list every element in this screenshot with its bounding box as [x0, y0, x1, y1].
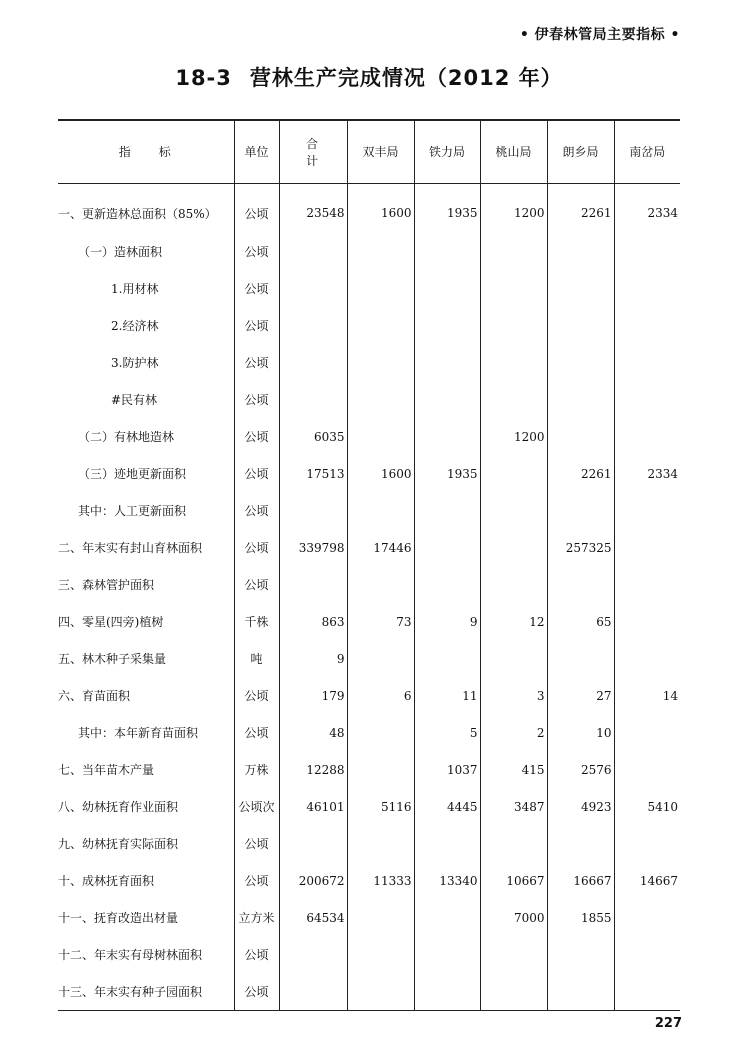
column-header-indicator: 指标: [58, 120, 234, 183]
unit-cell: 公顷: [234, 270, 279, 307]
value-cell: [547, 418, 614, 455]
table-row: [58, 307, 680, 344]
indicator-label: 八、幼林抚育作业面积: [58, 800, 179, 814]
value-cell: [480, 344, 547, 381]
unit-cell: 立方米: [234, 899, 279, 936]
table-row: [58, 492, 680, 529]
value-cell: [614, 233, 680, 270]
value-cell: [547, 344, 614, 381]
value-cell: [347, 566, 414, 603]
value-cell: [547, 825, 614, 862]
indicator-label: 十、成林抚育面积: [58, 874, 155, 888]
indicator-cell: [58, 973, 234, 1010]
table-number: 18-3: [175, 66, 232, 90]
value-cell: [414, 381, 480, 418]
value-cell: [480, 529, 547, 566]
value-cell: [547, 566, 614, 603]
value-cell: 6: [347, 677, 414, 714]
value-cell: [547, 936, 614, 973]
value-cell: 257325: [547, 529, 614, 566]
indicator-label: 1.用材林: [111, 282, 159, 296]
table-row: [58, 455, 680, 492]
value-cell: 12288: [279, 751, 347, 788]
value-cell: [614, 307, 680, 344]
value-cell: [480, 936, 547, 973]
page-title: [0, 62, 738, 92]
value-cell: [414, 640, 480, 677]
value-cell: [614, 492, 680, 529]
value-cell: [414, 307, 480, 344]
table-row: [58, 233, 680, 270]
unit-cell: 公顷次: [234, 788, 279, 825]
unit-cell: 吨: [234, 640, 279, 677]
value-cell: [347, 233, 414, 270]
indicator-label: 3.防护林: [111, 356, 159, 370]
value-cell: [614, 936, 680, 973]
value-cell: [347, 973, 414, 1010]
value-cell: 1855: [547, 899, 614, 936]
value-cell: 27: [547, 677, 614, 714]
table-title: 营林生产完成情况（2012 年）: [249, 66, 563, 90]
value-cell: [614, 270, 680, 307]
value-cell: [279, 825, 347, 862]
value-cell: [414, 825, 480, 862]
value-cell: [547, 233, 614, 270]
value-cell: 5410: [614, 788, 680, 825]
unit-cell: 公顷: [234, 973, 279, 1010]
value-cell: [614, 381, 680, 418]
unit-cell: 公顷: [234, 492, 279, 529]
value-cell: [547, 492, 614, 529]
unit-cell: 公顷: [234, 381, 279, 418]
value-cell: 6035: [279, 418, 347, 455]
value-cell: 179: [279, 677, 347, 714]
indicator-cell: [58, 751, 234, 788]
indicator-label: （二）有林地造林: [78, 430, 175, 444]
value-cell: 415: [480, 751, 547, 788]
value-cell: [279, 973, 347, 1010]
table-row: [58, 973, 680, 1010]
value-cell: [480, 640, 547, 677]
indicator-cell: [58, 825, 234, 862]
value-cell: [347, 825, 414, 862]
value-cell: 1600: [347, 455, 414, 492]
value-cell: 2334: [614, 455, 680, 492]
value-cell: 13340: [414, 862, 480, 899]
value-cell: [480, 973, 547, 1010]
indicator-label: 2.经济林: [111, 319, 159, 333]
value-cell: 5116: [347, 788, 414, 825]
indicator-label: 一、更新造林总面积（85%）: [58, 206, 217, 221]
value-cell: [279, 344, 347, 381]
value-cell: [347, 714, 414, 751]
value-cell: [279, 233, 347, 270]
value-cell: [279, 270, 347, 307]
indicator-cell: [58, 603, 234, 640]
indicator-cell: [58, 529, 234, 566]
value-cell: [480, 233, 547, 270]
value-cell: [547, 640, 614, 677]
unit-cell: 公顷: [234, 936, 279, 973]
unit-cell: 公顷: [234, 677, 279, 714]
value-cell: 1037: [414, 751, 480, 788]
value-cell: [614, 899, 680, 936]
value-cell: 863: [279, 603, 347, 640]
table-row: [58, 603, 680, 640]
value-cell: [614, 751, 680, 788]
table-row: [58, 936, 680, 973]
value-cell: 10: [547, 714, 614, 751]
value-cell: [480, 825, 547, 862]
unit-cell: 公顷: [234, 418, 279, 455]
indicator-cell: [58, 183, 234, 233]
value-cell: [414, 344, 480, 381]
value-cell: [614, 344, 680, 381]
table-row: [58, 751, 680, 788]
indicator-cell: [58, 566, 234, 603]
unit-cell: 公顷: [234, 529, 279, 566]
indicator-label: （三）迹地更新面积: [78, 467, 187, 481]
value-cell: 7000: [480, 899, 547, 936]
column-header-tieli: 铁力局: [414, 120, 480, 183]
indicator-cell: [58, 270, 234, 307]
value-cell: 2261: [547, 455, 614, 492]
table-row: [58, 529, 680, 566]
value-cell: 14667: [614, 862, 680, 899]
value-cell: [347, 270, 414, 307]
value-cell: [347, 381, 414, 418]
running-header: • 伊春林管局主要指标 •: [519, 27, 680, 43]
table-row: [58, 566, 680, 603]
value-cell: 1935: [414, 183, 480, 233]
value-cell: [279, 492, 347, 529]
unit-cell: 公顷: [234, 714, 279, 751]
column-header-total: 合计: [279, 120, 347, 183]
value-cell: [279, 307, 347, 344]
value-cell: [347, 344, 414, 381]
indicator-label: 十二、年末实有母树林面积: [58, 948, 203, 962]
value-cell: [414, 270, 480, 307]
value-cell: 73: [347, 603, 414, 640]
value-cell: 9: [414, 603, 480, 640]
value-cell: [414, 899, 480, 936]
table-row: [58, 825, 680, 862]
value-cell: [614, 603, 680, 640]
unit-cell: 公顷: [234, 566, 279, 603]
table-row: [58, 270, 680, 307]
value-cell: [347, 751, 414, 788]
value-cell: [279, 936, 347, 973]
value-cell: 1600: [347, 183, 414, 233]
indicator-label: 六、育苗面积: [58, 689, 131, 703]
table-row: [58, 788, 680, 825]
table-row: [58, 418, 680, 455]
table-row: [58, 862, 680, 899]
indicator-cell: [58, 418, 234, 455]
value-cell: [480, 566, 547, 603]
indicator-label: #民有林: [111, 393, 158, 407]
indicator-cell: [58, 936, 234, 973]
unit-cell: 公顷: [234, 233, 279, 270]
table-row: [58, 899, 680, 936]
value-cell: 14: [614, 677, 680, 714]
value-cell: [414, 529, 480, 566]
value-cell: 48: [279, 714, 347, 751]
value-cell: 11333: [347, 862, 414, 899]
value-cell: 17446: [347, 529, 414, 566]
value-cell: 3487: [480, 788, 547, 825]
value-cell: [347, 936, 414, 973]
value-cell: 5: [414, 714, 480, 751]
unit-cell: 公顷: [234, 455, 279, 492]
table-row: [58, 677, 680, 714]
indicator-cell: [58, 381, 234, 418]
forestry-production-table: [58, 119, 680, 1011]
value-cell: 2334: [614, 183, 680, 233]
value-cell: [414, 936, 480, 973]
value-cell: [614, 640, 680, 677]
value-cell: [279, 566, 347, 603]
value-cell: 3: [480, 677, 547, 714]
indicator-cell: [58, 307, 234, 344]
indicator-label: 其中：人工更新面积: [78, 504, 187, 518]
column-header-unit: 单位: [234, 120, 279, 183]
header-row: [58, 120, 680, 183]
value-cell: [614, 714, 680, 751]
table-row: [58, 714, 680, 751]
value-cell: 65: [547, 603, 614, 640]
indicator-cell: [58, 233, 234, 270]
value-cell: [347, 640, 414, 677]
value-cell: 1935: [414, 455, 480, 492]
value-cell: [547, 973, 614, 1010]
indicator-cell: [58, 492, 234, 529]
table-row: [58, 640, 680, 677]
value-cell: [347, 492, 414, 529]
value-cell: 339798: [279, 529, 347, 566]
table-row: [58, 344, 680, 381]
value-cell: [347, 307, 414, 344]
value-cell: 23548: [279, 183, 347, 233]
indicator-label: 三、森林管护面积: [58, 578, 155, 592]
value-cell: 10667: [480, 862, 547, 899]
indicator-label: 十一、抚育改造出材量: [58, 911, 179, 925]
value-cell: [414, 233, 480, 270]
column-header-taoshan: 桃山局: [480, 120, 547, 183]
indicator-cell: [58, 862, 234, 899]
value-cell: [414, 973, 480, 1010]
value-cell: [614, 973, 680, 1010]
indicator-cell: [58, 788, 234, 825]
indicator-cell: [58, 714, 234, 751]
value-cell: 17513: [279, 455, 347, 492]
value-cell: 2261: [547, 183, 614, 233]
value-cell: 46101: [279, 788, 347, 825]
column-header-nancha: 南岔局: [614, 120, 680, 183]
unit-cell: 万株: [234, 751, 279, 788]
indicator-label: 七、当年苗木产量: [58, 763, 155, 777]
value-cell: [347, 899, 414, 936]
value-cell: 11: [414, 677, 480, 714]
value-cell: [480, 381, 547, 418]
table-row: [58, 183, 680, 233]
indicator-cell: [58, 899, 234, 936]
unit-cell: 公顷: [234, 183, 279, 233]
indicator-label: 九、幼林抚育实际面积: [58, 837, 179, 851]
indicator-cell: [58, 640, 234, 677]
value-cell: [480, 270, 547, 307]
value-cell: [547, 381, 614, 418]
value-cell: 2576: [547, 751, 614, 788]
value-cell: [480, 455, 547, 492]
value-cell: 64534: [279, 899, 347, 936]
unit-cell: 公顷: [234, 344, 279, 381]
value-cell: [347, 418, 414, 455]
indicator-label: 五、林木种子采集量: [58, 652, 167, 666]
value-cell: [614, 529, 680, 566]
value-cell: 12: [480, 603, 547, 640]
indicator-label: （一）造林面积: [78, 245, 163, 259]
unit-cell: 公顷: [234, 862, 279, 899]
unit-cell: 公顷: [234, 307, 279, 344]
indicator-cell: [58, 677, 234, 714]
value-cell: 9: [279, 640, 347, 677]
unit-cell: 公顷: [234, 825, 279, 862]
value-cell: 4445: [414, 788, 480, 825]
indicator-cell: [58, 344, 234, 381]
value-cell: [614, 825, 680, 862]
value-cell: 16667: [547, 862, 614, 899]
value-cell: [547, 270, 614, 307]
value-cell: [614, 566, 680, 603]
value-cell: [414, 566, 480, 603]
value-cell: [279, 381, 347, 418]
value-cell: [480, 307, 547, 344]
value-cell: 1200: [480, 183, 547, 233]
value-cell: [547, 307, 614, 344]
value-cell: 2: [480, 714, 547, 751]
indicator-label: 十三、年末实有种子园面积: [58, 984, 203, 999]
value-cell: [614, 418, 680, 455]
indicator-label: 四、零星(四旁)植树: [58, 615, 164, 629]
table-row: [58, 381, 680, 418]
column-header-langxiang: 朗乡局: [547, 120, 614, 183]
value-cell: [480, 492, 547, 529]
value-cell: [414, 418, 480, 455]
indicator-label: 其中：本年新育苗面积: [78, 726, 199, 740]
indicator-cell: [58, 455, 234, 492]
column-header-shuangfeng: 双丰局: [347, 120, 414, 183]
table-body: [58, 183, 680, 1010]
value-cell: [414, 492, 480, 529]
value-cell: 1200: [480, 418, 547, 455]
value-cell: 200672: [279, 862, 347, 899]
value-cell: 4923: [547, 788, 614, 825]
indicator-label: 二、年末实有封山育林面积: [58, 541, 203, 555]
page-number: 227: [654, 1016, 682, 1031]
unit-cell: 千株: [234, 603, 279, 640]
